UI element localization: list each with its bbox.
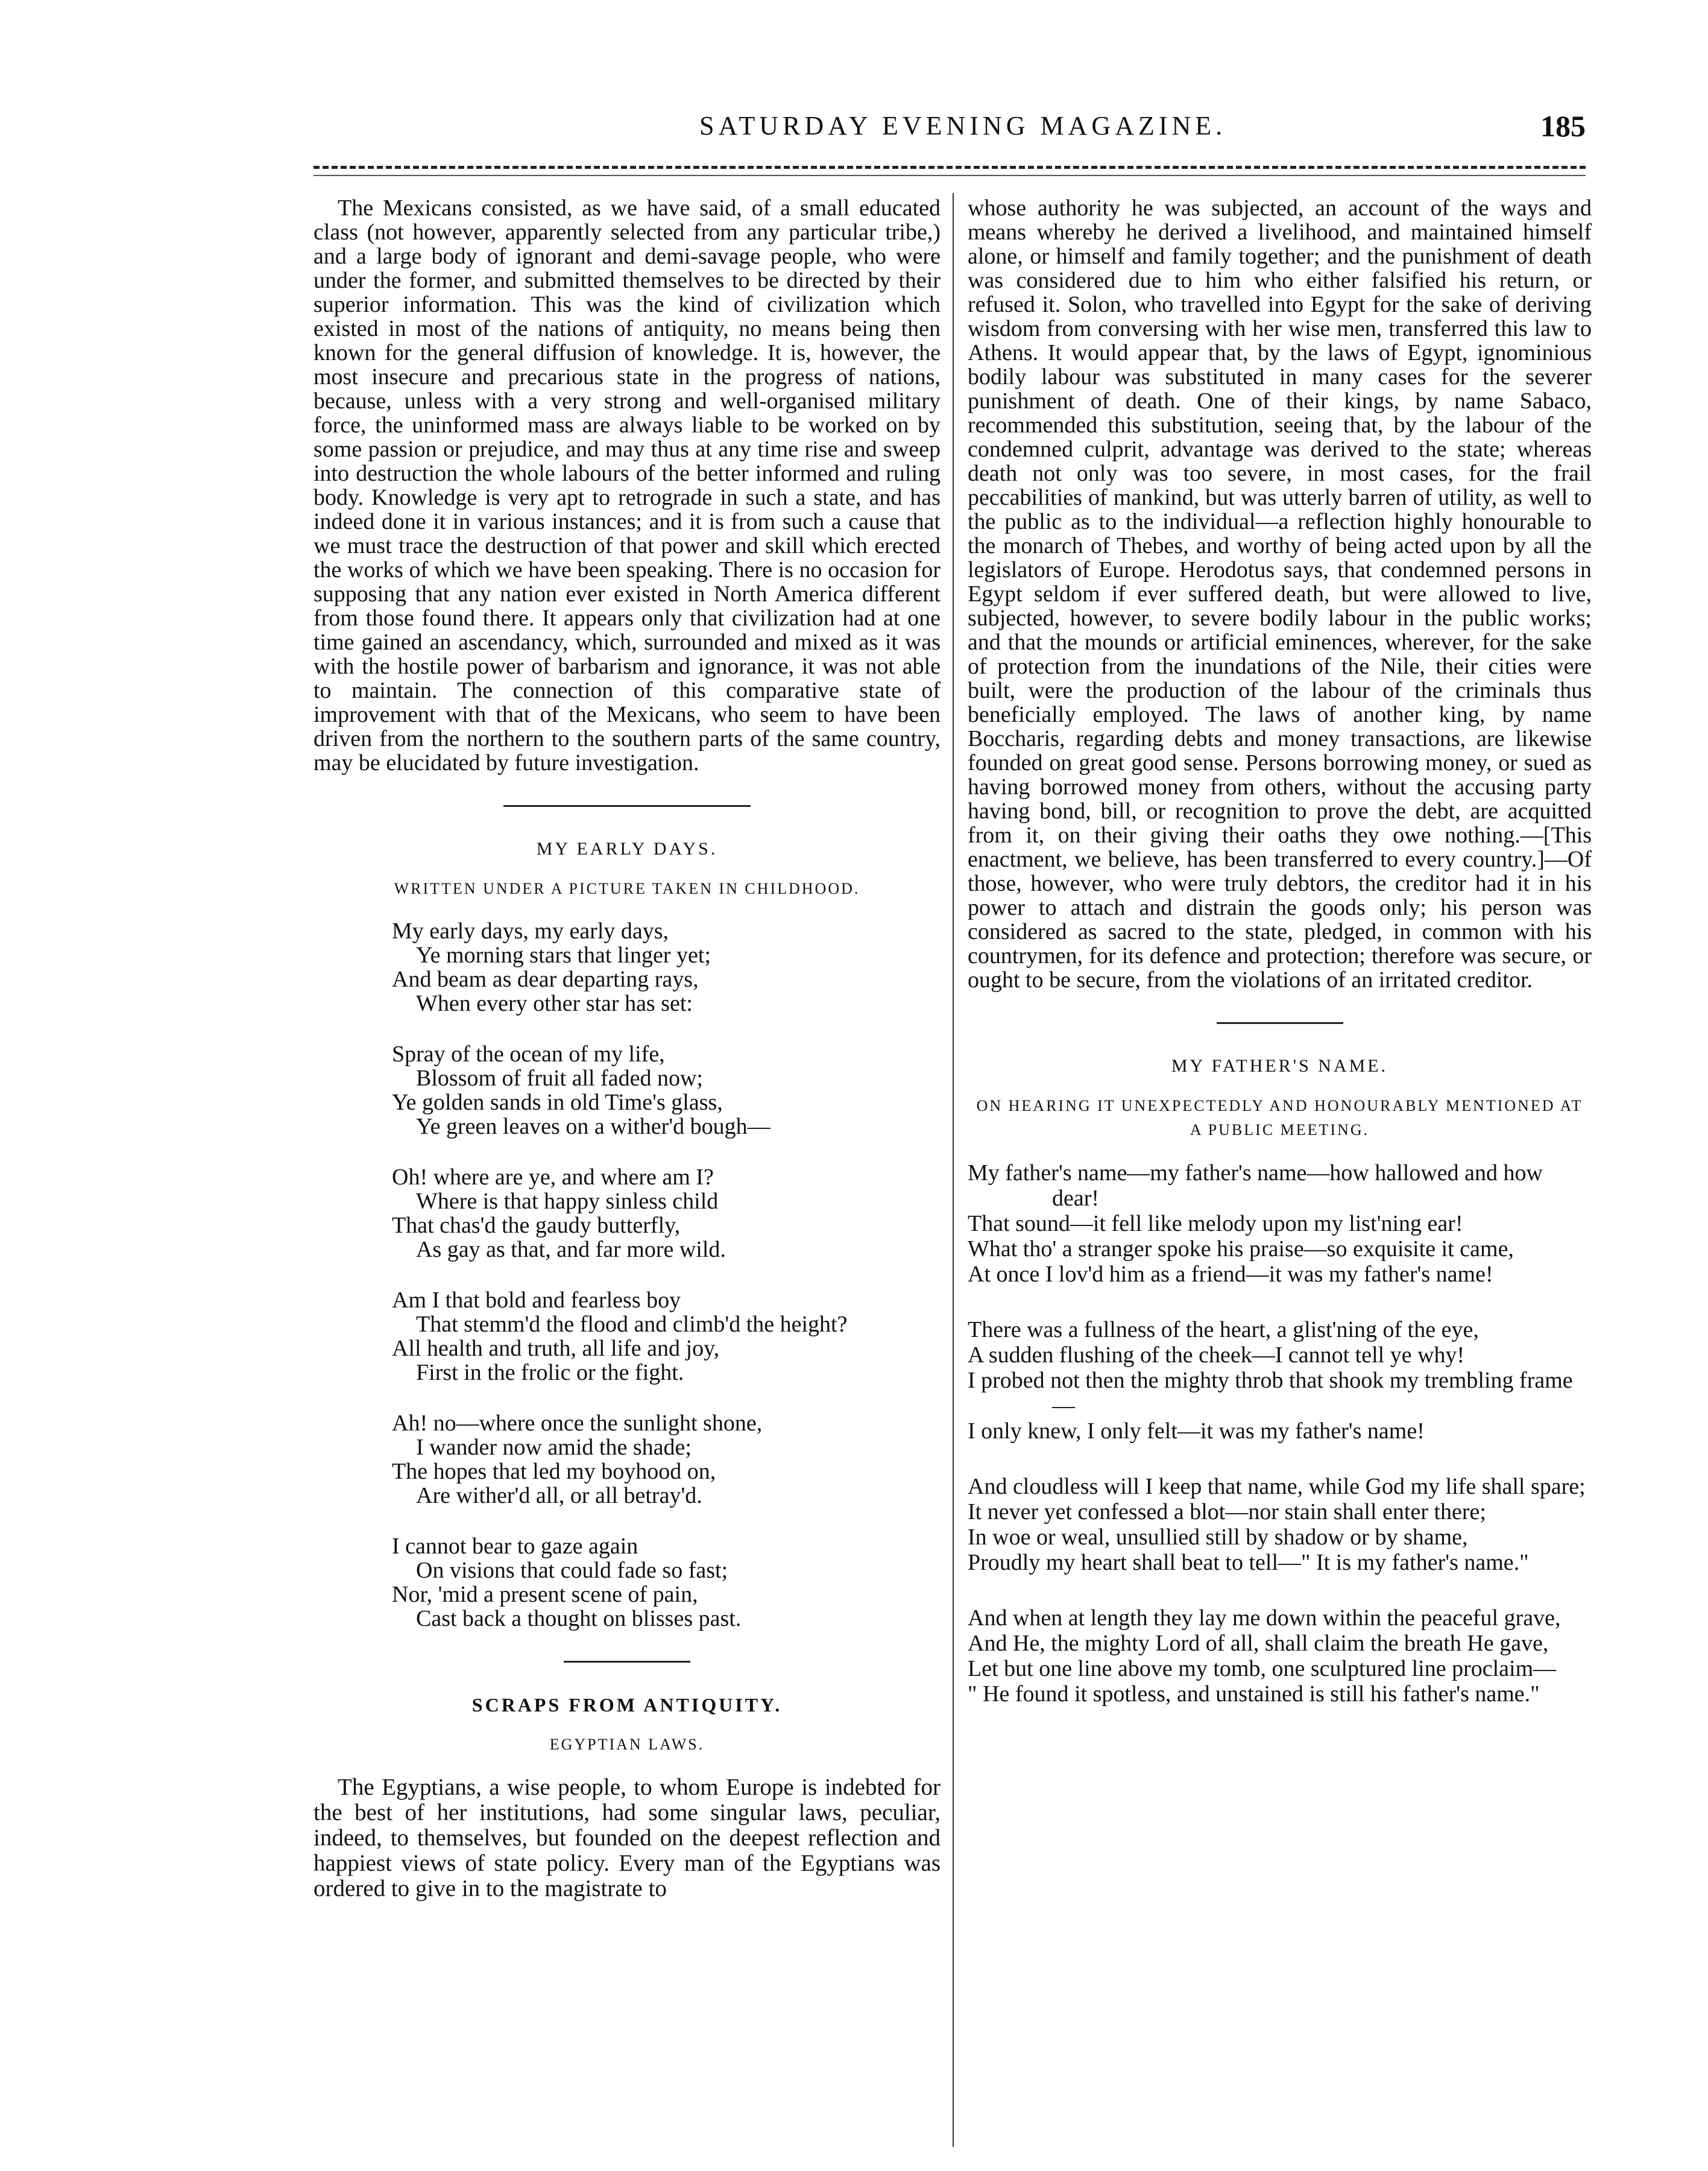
poem-line: I wander now amid the shade; (416, 1435, 692, 1460)
stanza (392, 1042, 941, 1139)
running-header (314, 106, 1586, 154)
right-column (968, 196, 1592, 1737)
section-separator (1217, 1022, 1343, 1024)
stanza (968, 1474, 1592, 1575)
poem-line: At once I lov'd him as a friend—it was my father's name! (968, 1262, 1493, 1287)
poem-line: Ye green leaves on a wither'd bough— (416, 1114, 770, 1139)
poem-line: I cannot bear to gaze again (392, 1534, 638, 1559)
poem-line: I only knew, I only felt—it was my father's name! (968, 1418, 1425, 1444)
poem-line: Proudly my heart shall beat to tell—" It is my father's name." (968, 1550, 1529, 1575)
stanza (392, 1288, 941, 1385)
poem-line: And when at length they lay me down within the peaceful grave, (968, 1605, 1561, 1631)
poem-line: Are wither'd all, or all betray'd. (416, 1483, 702, 1508)
poem-line: Ye golden sands in old Time's glass, (392, 1090, 723, 1115)
poem-line: When every other star has set: (416, 991, 693, 1016)
poem-title: MY EARLY DAYS. (536, 839, 718, 859)
poem-line: Cast back a thought on blisses past. (416, 1606, 742, 1631)
poem-line: That sound—it fell like melody upon my list'ning ear! (968, 1211, 1463, 1236)
scraps-subtitle: EGYPTIAN LAWS. (549, 1736, 705, 1753)
poem-line: Ye morning stars that linger yet; (416, 943, 711, 968)
poem-subtitle: ON HEARING IT UNEXPECTEDLY AND HONOURABLY MENTIONED AT A PUBLIC MEETING. (976, 1097, 1583, 1139)
poem-line: In woe or weal, unsullied still by shadow or by shame, (968, 1525, 1468, 1550)
poem-line: My early days, my early days, (392, 918, 669, 944)
poem-line: And He, the mighty Lord of all, shall claim the breath He gave, (968, 1631, 1549, 1656)
stanza (392, 1165, 941, 1262)
poem-subtitle: WRITTEN UNDER A PICTURE TAKEN IN CHILDHOOD. (394, 880, 860, 897)
stanza (392, 1534, 941, 1631)
poem-line: Let but one line above my tomb, one sculptured line proclaim— (968, 1656, 1557, 1681)
poem-line: My father's name—my father's name—how hallowed and how dear! (968, 1160, 1543, 1211)
poem-line: On visions that could fade so fast; (416, 1558, 728, 1583)
stanza (392, 1411, 941, 1508)
poem-my-fathers-name (968, 1160, 1592, 1707)
header-rule (314, 166, 1586, 169)
egyptian-laws-paragraph: The Egyptians, a wise people, to whom Europe is indebted for the best of her institutions, had some singular laws, peculiar, indeed, to themselves, but founded on the deepest reflection and happiest views of state policy. Every man of the Egyptians was ordered to give in to the magistrate to (314, 1774, 941, 1901)
poem-line: Where is that happy sinless child (416, 1189, 719, 1214)
stanza (968, 1317, 1592, 1444)
poem-line: Oh! where are ye, and where am I? (392, 1165, 714, 1190)
poem-my-early-days (392, 919, 941, 1631)
poem-line: There was a fullness of the heart, a glist'ning of the eye, (968, 1317, 1479, 1342)
poem-line: Nor, 'mid a present scene of pain, (392, 1582, 698, 1607)
poem-line: All health and truth, all life and joy, (392, 1336, 720, 1361)
poem-line: As gay as that, and far more wild. (416, 1237, 726, 1262)
egyptian-laws-continued: whose authority he was subjected, an account of the ways and means whereby he derived a livelihood, and maintained himself alone, or himself and family together; and the punishment of death was considered due to him who either falsified his return, or refused it. Solon, who travelled into Egypt for the sake of deriving wisdom from conversing with her wise men, transferred this law to Athens. It would appear that, by the laws of Egypt, ignominious bodily labour was substituted in many cases for the severer punishment of death. One of their kings, by name Sabaco, recommended this substitution, seeing that, by the labour of the condemned culprit, advantage was derived to the state; whereas death not only was too severe, in most cases, for the frail peccabilities of mankind, but was utterly barren of utility, as well to the public as to the individual—a reflection highly honourable to the monarch of Thebes, and worthy of being acted upon by all the legislators of Europe. Herodotus says, that condemned persons in Egypt seldom if ever suffered death, but were allowed to live, subjected, however, to severe bodily labour in the public works; and that the mounds or artificial eminences, wherever, for the sake of protection from the inundations of the Nile, their cities were built, were the production of the labour of the criminals thus beneficially employed. The laws of another king, by name Boccharis, regarding debts and money transactions, are likewise founded on great good sense. Persons borrowing money, or sued as having borrowed money from others, without the accusing party having bond, bill, or recognition to prove the debt, are acquitted from it, on their giving their oaths they owe nothing.—[This enactment, we believe, has been transferred to every country.]—Of those, however, who were truly debtors, the creditor had it in his power to attach and distrain the goods only; his person was considered as sacred to the state, pledged, in common with his countrymen, for its defence and protection; therefore was secure, or ought to be secure, from the violations of an irritated creditor. (968, 195, 1592, 993)
header-rule-thin (314, 175, 1586, 176)
poem-line: Ah! no—where once the sunlight shone, (392, 1411, 763, 1436)
section-separator (564, 1661, 690, 1663)
poem-line: That chas'd the gaudy butterfly, (392, 1213, 681, 1238)
stanza (968, 1160, 1592, 1287)
poem-line: That stemm'd the flood and climb'd the height? (416, 1312, 848, 1337)
running-title: SATURDAY EVENING MAGAZINE. (699, 111, 1227, 141)
section-separator (503, 805, 751, 807)
poem-line: The hopes that led my boyhood on, (392, 1459, 716, 1484)
poem-line: And cloudless will I keep that name, while God my life shall spare; (968, 1474, 1586, 1499)
poem-line: It never yet confessed a blot—nor stain shall enter there; (968, 1499, 1486, 1525)
column-divider (953, 193, 954, 2147)
stanza (968, 1605, 1592, 1707)
poem-line: What tho' a stranger spoke his praise—so exquisite it came, (968, 1236, 1514, 1262)
poem-line: Am I that bold and fearless boy (392, 1288, 681, 1313)
poem-line: I probed not then the mighty throb that shook my trembling frame— (968, 1368, 1573, 1418)
mexicans-paragraph: The Mexicans consisted, as we have said, of a small educated class (not however, apparently selected from any particular tribe,) and a large body of ignorant and demi-savage people, who were under the former, and submitted themselves to be directed by their superior information. This was the kind of civilization which existed in most of the nations of antiquity, no means being then known for the general diffusion of knowledge. It is, however, the most insecure and precarious state in the progress of nations, because, unless with a very strong and well-organised military force, the uninformed mass are always liable to be worked on by some passion or prejudice, and may thus at any time rise and sweep into destruction the whole labours of the better informed and ruling body. Knowledge is very apt to retrograde in such a state, and has indeed done it in various instances; and it is from such a cause that we must trace the destruction of that power and skill which erected the works of which we have been speaking. There is no occasion for supposing that any nation ever existed in North America different from those found there. It appears only that civilization had at one time gained an ascendancy, which, surrounded and mixed as it was with the hostile power of barbarism and ignorance, it was not able to maintain. The connection of this comparative state of improvement with that of the Mexicans, who seem to have been driven from the northern to the southern parts of the same country, may be elucidated by future investigation. (314, 195, 941, 776)
poem-line: A sudden flushing of the cheek—I cannot tell ye why! (968, 1342, 1465, 1368)
page-number: 185 (1540, 109, 1586, 143)
poem-line: Spray of the ocean of my life, (392, 1041, 665, 1067)
left-column (314, 196, 941, 1901)
stanza (392, 919, 941, 1016)
poem-line: And beam as dear departing rays, (392, 967, 699, 992)
poem-line: Blossom of fruit all faded now; (416, 1066, 703, 1091)
poem-title: MY FATHER'S NAME. (1171, 1056, 1388, 1076)
poem-line: " He found it spotless, and unstained is still his father's name." (968, 1681, 1540, 1707)
scraps-title: SCRAPS FROM ANTIQUITY. (471, 1694, 783, 1716)
poem-line: First in the frolic or the fight. (416, 1360, 684, 1385)
